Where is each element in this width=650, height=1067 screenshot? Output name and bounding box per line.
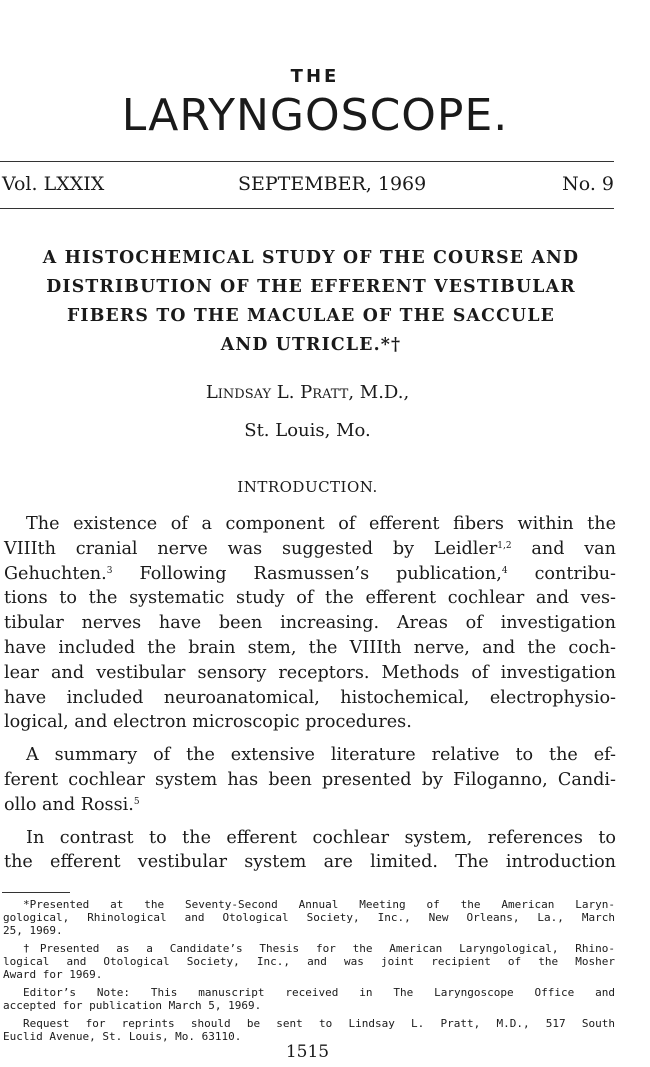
paragraph: A summary of the extensive literature relative to the ef- ferent cochlear system has been presented by Filoganno, Candi- ollo and Rossi.$^5$ [4,745,616,815]
journal-the: THE [290,66,340,87]
title-line: AND UTRICLE.*† [220,335,402,355]
article-body [4,512,616,883]
footnote-rule [2,892,70,893]
title-line: DISTRIBUTION OF THE EFFERENT VESTIBULAR [46,277,576,297]
author-name: Lindsay L. Pratt, M.D., [205,382,410,403]
article-title [0,244,622,360]
volume: Vol. LXXIX [2,173,105,195]
footnotes [3,898,615,1048]
title-line: A HISTOCHEMICAL STUDY OF THE COURSE AND [42,248,580,268]
page-number: 1515 [285,1042,330,1062]
issue-line [2,173,614,199]
footnote: Request for reprints should be sent to Lindsay L. Pratt, M.D., 517 South Euclid Avenue, St. Louis, Mo. 63110. [3,1017,615,1043]
journal-name: LARYNGOSCOPE. [121,90,509,141]
footnote: †Presented as a Candidate’s Thesis for the American Laryngological, Rhino- logical and Otological Society, Inc., and was joint recipient of the Mosher Award for 1969. [3,942,615,981]
footnote: *Presented at the Seventy-Second Annual Meeting of the American Laryn- gological, Rhinological and Otological Society, Inc., New Orleans, La., March 25, 1969. [3,898,615,937]
paragraph: In contrast to the efferent cochlear system, references to the efferent vestibular system are limited. The introduction [4,827,616,873]
title-line: FIBERS TO THE MACULAE OF THE SACCULE [66,306,556,326]
footnote: Editor’s Note: This manuscript received in The Laryngoscope Office and accepted for publication March 5, 1969. [3,986,615,1012]
paragraph: The existence of a component of efferent fibers within the VIIIth cranial nerve was suggested by Leidler$^{1,2}$ and van Gehuchten.$^3$ Following Rasmussen’s publication,$^4$ contribu- tions to the systematic study of the efferent cochlear and ves- tibular nerves have been increasing. Areas of investigation have included the brain stem, the VIIIth nerve, and the coch- lear and vestibular sensory receptors. Methods of investigation have included neuroanatomical, histochemical, electrophysio- logical, and electron microscopic procedures. [4,514,617,733]
header-rule-bottom [0,208,614,209]
header-rule-top [0,161,614,162]
issue-date: SEPTEMBER, 1969 [238,173,427,195]
author-location: St. Louis, Mo. [244,420,371,441]
section-heading: INTRODUCTION. [237,478,378,496]
issue-number: No. 9 [562,173,614,195]
